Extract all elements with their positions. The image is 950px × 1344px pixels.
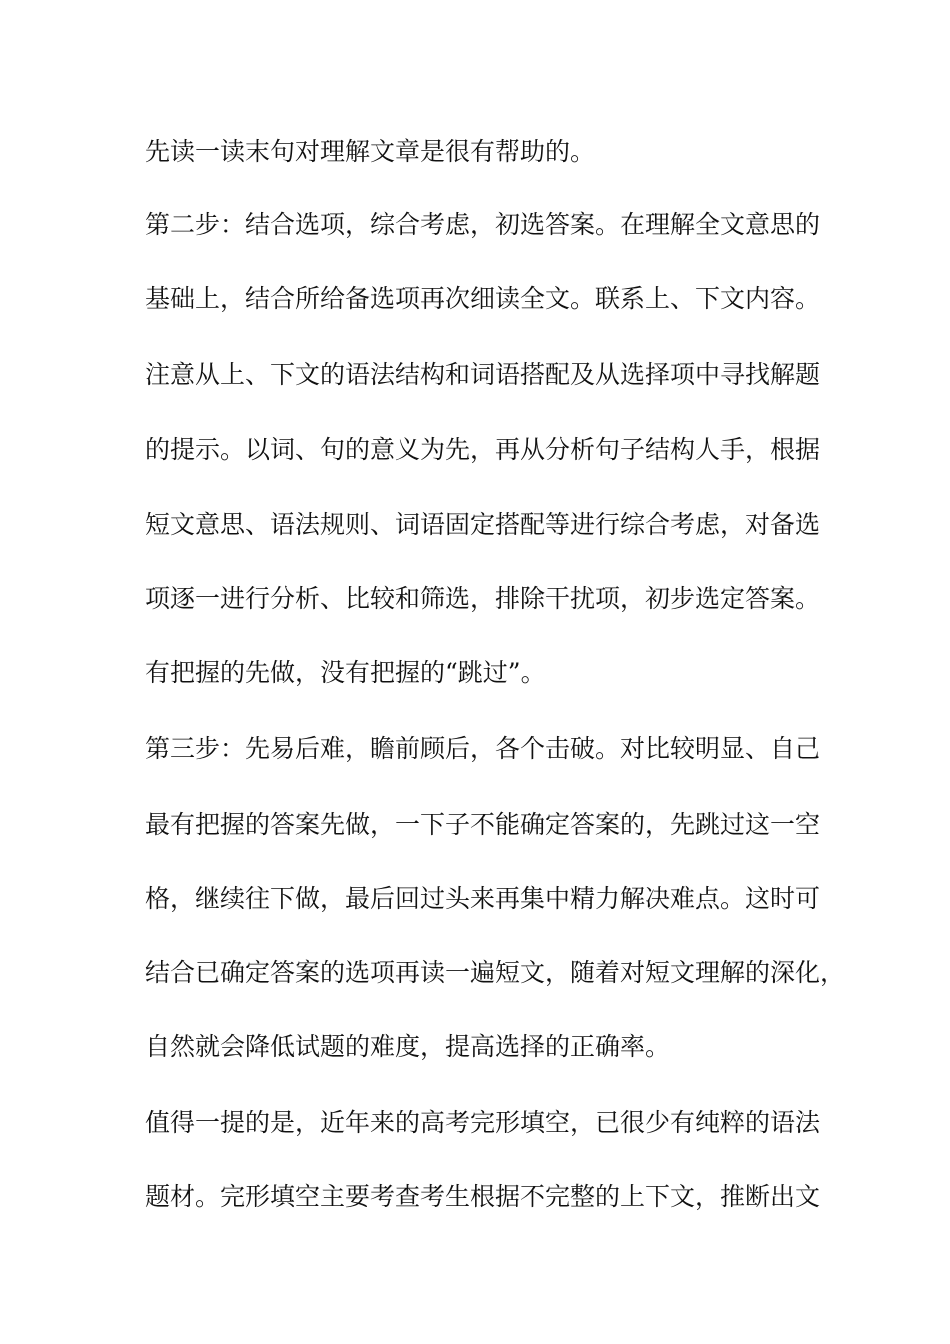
text-line-9: 第三步：先易后难，瞻前顾后，各个击破。对比较明显、自己 (145, 734, 821, 763)
text-line-13: 自然就会降低试题的难度，提高选择的正确率。 (145, 1032, 671, 1061)
text-line-4: 注意从上、下文的语法结构和词语搭配及从选择项中寻找解题 (145, 360, 821, 389)
text-line-15: 题材。完形填空主要考查考生根据不完整的上下文，推断出文 (145, 1182, 821, 1211)
text-line-5: 的提示。以词、句的意义为先，再从分析句子结构人手，根据 (145, 435, 821, 464)
text-line-6: 短文意思、语法规则、词语固定搭配等进行综合考虑，对备选 (145, 510, 821, 539)
text-line-3: 基础上，结合所给备选项再次细读全文。联系上、下文内容。 (145, 284, 821, 313)
text-line-11: 格，继续往下做，最后回过头来再集中精力解决难点。这时可 (145, 884, 821, 913)
text-line-12: 结合已确定答案的选项再读一遍短文，随着对短文理解的深化， (145, 958, 846, 987)
text-line-8: 有把握的先做，没有把握的“跳过”。 (145, 658, 546, 687)
text-line-7: 项逐一进行分析、比较和筛选，排除干扰项，初步选定答案。 (145, 584, 821, 613)
text-line-14: 值得一提的是，近年来的高考完形填空，已很少有纯粹的语法 (145, 1108, 821, 1137)
text-line-10: 最有把握的答案先做，一下子不能确定答案的，先跳过这一空 (145, 810, 821, 839)
text-line-1: 先读一读末句对理解文章是很有帮助的。 (145, 137, 596, 166)
text-line-2: 第二步：结合选项，综合考虑，初选答案。在理解全文意思的 (145, 210, 821, 239)
